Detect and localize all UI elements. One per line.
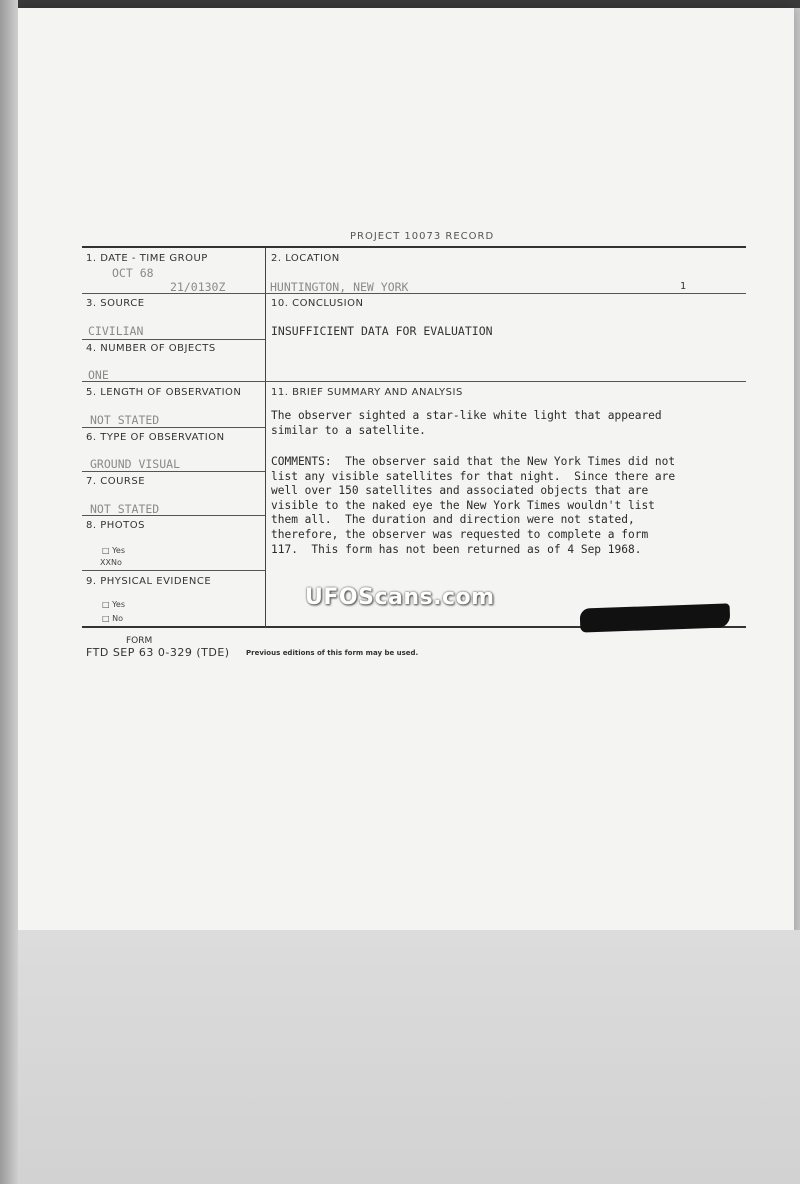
length-of-observation-value: NOT STATED bbox=[90, 413, 160, 427]
row-divider bbox=[82, 427, 265, 428]
location-mark: 1 bbox=[680, 281, 687, 292]
length-of-observation-label: 5. LENGTH OF OBSERVATION bbox=[86, 387, 242, 398]
date-time-group-value-1: OCT 68 bbox=[112, 266, 154, 280]
photos-no-option: XXNo bbox=[100, 558, 122, 567]
type-of-observation-label: 6. TYPE OF OBSERVATION bbox=[86, 432, 225, 443]
scan-background bbox=[0, 930, 800, 1184]
physical-evidence-yes-option: □ Yes bbox=[102, 600, 126, 609]
summary-label: 11. BRIEF SUMMARY AND ANALYSIS bbox=[271, 387, 463, 398]
physical-evidence-no-option: □ No bbox=[102, 614, 123, 623]
summary-paragraph-1: The observer sighted a star-like white light that appeared similar to a satellite. bbox=[271, 409, 662, 437]
source-value: CIVILIAN bbox=[88, 324, 144, 338]
type-of-observation-value: GROUND VISUAL bbox=[90, 457, 181, 471]
date-time-group-label: 1. DATE - TIME GROUP bbox=[86, 253, 208, 264]
photos-yes-option: □ Yes bbox=[102, 546, 126, 555]
row-divider bbox=[82, 471, 265, 472]
course-label: 7. COURSE bbox=[86, 476, 146, 487]
photos-no-checked-mark: XX bbox=[100, 558, 111, 567]
scan-left-edge bbox=[0, 0, 18, 1184]
source-label: 3. SOURCE bbox=[86, 298, 145, 309]
number-of-objects-label: 4. NUMBER OF OBJECTS bbox=[86, 343, 216, 354]
checkbox-icon: □ bbox=[102, 546, 113, 555]
document-title: PROJECT 10073 RECORD bbox=[350, 231, 495, 242]
location-value: HUNTINGTON, NEW YORK bbox=[270, 280, 409, 294]
checkbox-icon: □ bbox=[102, 600, 113, 609]
physical-evidence-label: 9. PHYSICAL EVIDENCE bbox=[86, 576, 212, 587]
number-of-objects-value: ONE bbox=[88, 368, 109, 382]
date-time-group-value-2: 21/0130Z bbox=[170, 280, 226, 294]
footer-form-word: FORM bbox=[126, 636, 153, 646]
row-divider bbox=[82, 570, 265, 571]
conclusion-value: INSUFFICIENT DATA FOR EVALUATION bbox=[271, 324, 493, 338]
footer-note: Previous editions of this form may be used. bbox=[246, 649, 419, 657]
footer-form-code: FTD SEP 63 0-329 (TDE) bbox=[86, 646, 230, 659]
location-label: 2. LOCATION bbox=[271, 253, 340, 264]
scan-top-edge bbox=[0, 0, 800, 8]
conclusion-label: 10. CONCLUSION bbox=[271, 298, 364, 309]
photos-label: 8. PHOTOS bbox=[86, 520, 145, 531]
row-divider bbox=[82, 381, 746, 382]
column-divider bbox=[265, 248, 266, 628]
summary-comments: COMMENTS: The observer said that the New York Times did not list any visible satellites for that night. Since there are well over 150 satellites and associated objects that are visible to the naked eye the New York Times wouldn't list them all. The duration and direction were not stated, therefore, the observer was requested to complete a form 117. This form has not been returned as of 4 Sep 1968. bbox=[271, 455, 676, 556]
watermark: UFOScans.com bbox=[305, 585, 495, 610]
checkbox-icon: □ bbox=[102, 614, 113, 623]
row-divider bbox=[82, 339, 265, 340]
course-value: NOT STATED bbox=[90, 502, 160, 516]
